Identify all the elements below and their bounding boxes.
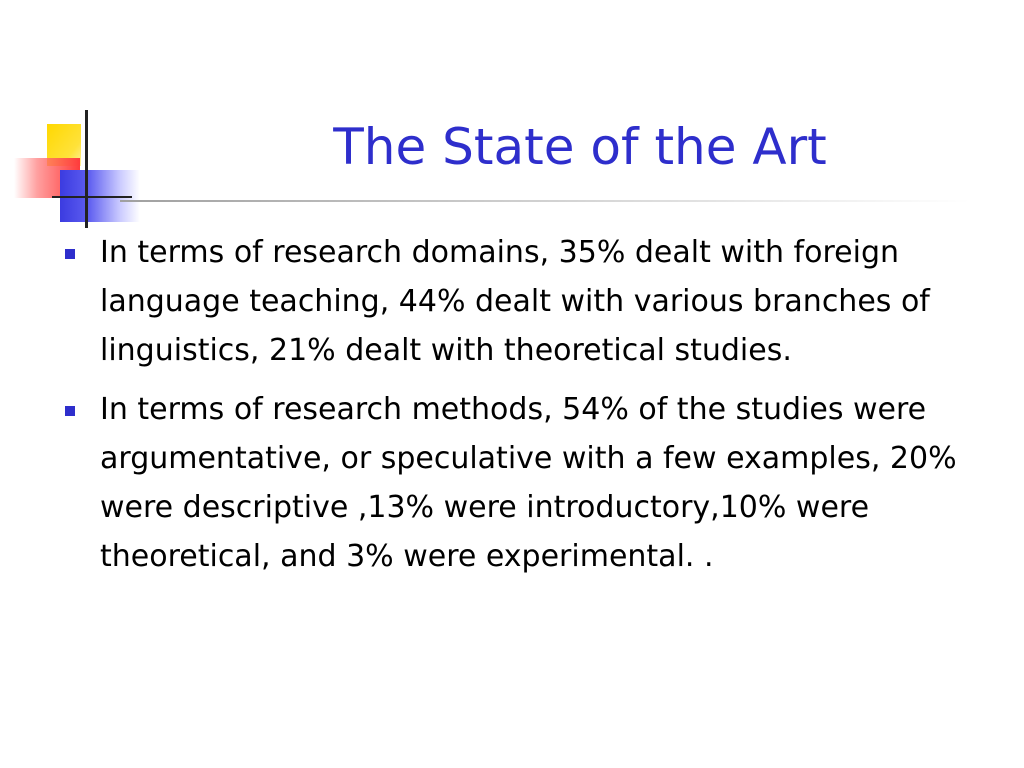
bullet-list	[60, 228, 990, 591]
logo-vertical-line	[85, 110, 88, 228]
title-divider	[120, 200, 970, 202]
square-bullet-icon	[65, 406, 75, 416]
square-bullet-icon	[65, 249, 75, 259]
slide-title: The State of the Art	[333, 118, 827, 176]
logo-horizontal-line	[52, 196, 132, 198]
bullet-text: In terms of research domains, 35% dealt with foreign language teaching, 44% dealt with various branches of linguistics, 21% dealt with theoretical studies.	[100, 235, 930, 368]
bullet-text: In terms of research methods, 54% of the studies were argumentative, or speculative with a few examples, 20% were descriptive ,13% were introductory,10% were theoretical, and 3% were experimental. .	[100, 392, 957, 574]
bullet-item-research-domains	[60, 228, 990, 375]
slide-logo-icon	[0, 0, 150, 240]
bullet-item-research-methods	[60, 385, 990, 581]
